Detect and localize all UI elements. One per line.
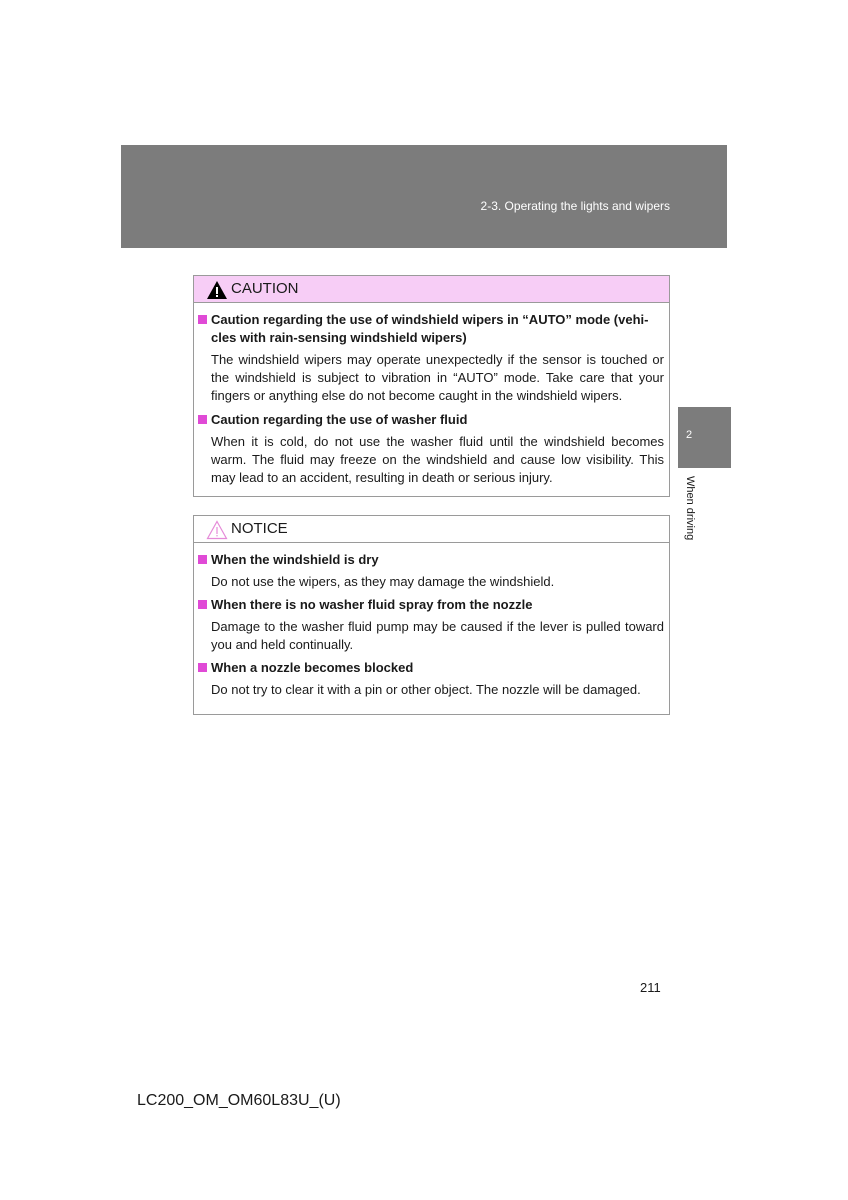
notice-box (193, 515, 670, 715)
caution-item-heading-text: Caution regarding the use of washer fluid (211, 412, 468, 427)
chapter-number: 2 (686, 429, 693, 441)
chapter-tab (678, 407, 731, 468)
caution-title: CAUTION (231, 280, 299, 297)
caution-box (193, 275, 670, 497)
notice-item-heading (198, 551, 664, 569)
notice-item-heading (198, 596, 664, 614)
notice-item-heading (198, 659, 664, 677)
bullet-square-icon (198, 315, 207, 324)
bullet-square-icon (198, 415, 207, 424)
chapter-label: When driving (684, 476, 696, 541)
caution-item-heading-text: Caution regarding the use of windshield wipers in “AUTO” mode (vehi-cles with rain-sensing windshield wipers) (211, 312, 649, 345)
notice-item-body: Do not use the wipers, as they may damage the windshield. (211, 574, 555, 589)
notice-title: NOTICE (231, 520, 288, 537)
caution-item-body: The windshield wipers may operate unexpectedly if the sensor is touched or the windshield is subject to vibration in “AUTO” mode. Take care that your fingers or anything else do not become caught in the windshield wipers. (211, 352, 664, 403)
notice-item-heading-text: When there is no washer fluid spray from the nozzle (211, 597, 533, 612)
document-code: LC200_OM_OM60L83U_(U) (137, 1092, 341, 1109)
bullet-square-icon (198, 600, 207, 609)
notice-item-body: Do not try to clear it with a pin or other object. The nozzle will be damaged. (211, 682, 641, 697)
bullet-square-icon (198, 555, 207, 564)
page-number: 211 (640, 980, 661, 995)
bullet-square-icon (198, 663, 207, 672)
caution-header (194, 276, 669, 303)
notice-header (194, 516, 669, 543)
notice-item-heading-text: When the windshield is dry (211, 552, 379, 567)
caution-item-body: When it is cold, do not use the washer fluid until the windshield becomes warm. The fluid may freeze on the windshield and cause low visibility. This may lead to an accident, resulting in death or serious injury. (211, 434, 664, 485)
caution-item-heading (198, 411, 664, 429)
notice-item-heading-text: When a nozzle becomes blocked (211, 660, 414, 675)
notice-item-body: Damage to the washer fluid pump may be caused if the lever is pulled toward you and held continually. (211, 619, 664, 652)
header-band (121, 145, 727, 248)
caution-item-heading (198, 311, 664, 347)
notice-warning-icon (206, 520, 228, 540)
section-title: 2-3. Operating the lights and wipers (480, 199, 670, 213)
warning-icon (206, 280, 228, 300)
